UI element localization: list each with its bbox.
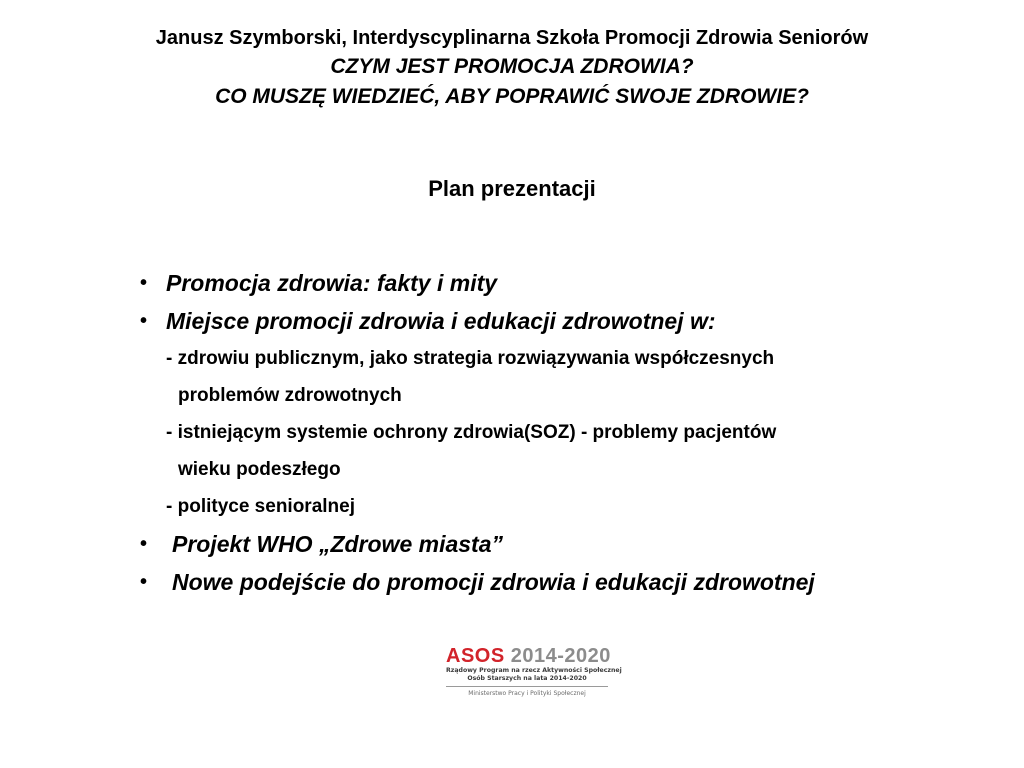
sub-item-senior-policy: - polityce senioralnej <box>166 496 355 517</box>
program-name-line-1: Rządowy Program na rzecz Aktywności Społecznej <box>446 667 622 674</box>
bullet-text: Miejsce promocji zdrowia i edukacji zdrowotnej w: <box>166 308 716 334</box>
bullet-icon: • <box>140 310 148 332</box>
plan-title: Plan prezentacji <box>428 176 596 201</box>
bullet-icon: • <box>140 533 148 555</box>
slide-header <box>0 24 1024 112</box>
asos-logo <box>446 645 622 703</box>
sub-item-health-system: - istniejącym systemie ochrony zdrowia(SOZ) - problemy pacjentów <box>166 422 777 443</box>
bullet-text: Promocja zdrowia: fakty i mity <box>166 270 498 296</box>
bullet-icon: • <box>140 272 148 294</box>
bullet-icon: • <box>140 571 148 593</box>
program-name-line-2: Osób Starszych na lata 2014-2020 <box>467 675 587 682</box>
sub-item-public-health: - zdrowiu publicznym, jako strategia rozwiązywania współczesnych <box>166 348 775 369</box>
logo-divider <box>446 686 608 687</box>
bullet-item-who-project <box>140 525 940 563</box>
bullet-item-new-approach <box>140 563 940 601</box>
bullet-item-facts-myths <box>140 264 940 302</box>
bullet-list <box>140 264 940 601</box>
asos-brand <box>446 645 611 667</box>
ministry-name: Ministerstwo Pracy i Polityki Społecznej <box>468 690 586 697</box>
bullet-item-place-of-promotion <box>140 302 940 340</box>
author-line: Janusz Szymborski, Interdyscyplinarna Szkoła Promocji Zdrowia Seniorów <box>155 27 869 49</box>
asos-brand-years: 2014-2020 <box>504 645 611 667</box>
subtitle-line-1: CZYM JEST PROMOCJA ZDROWIA? <box>330 55 694 78</box>
bullet-text: Projekt WHO „Zdrowe miasta” <box>172 531 504 557</box>
sub-item-health-system-cont: wieku podeszłego <box>178 459 341 480</box>
sub-item-public-health-cont: problemów zdrowotnych <box>178 385 402 406</box>
bullet-text: Nowe podejście do promocji zdrowia i edukacji zdrowotnej <box>172 569 815 595</box>
subtitle-line-2: CO MUSZĘ WIEDZIEĆ, ABY POPRAWIĆ SWOJE ZDROWIE? <box>215 85 809 108</box>
asos-brand-red: ASOS <box>446 645 505 667</box>
